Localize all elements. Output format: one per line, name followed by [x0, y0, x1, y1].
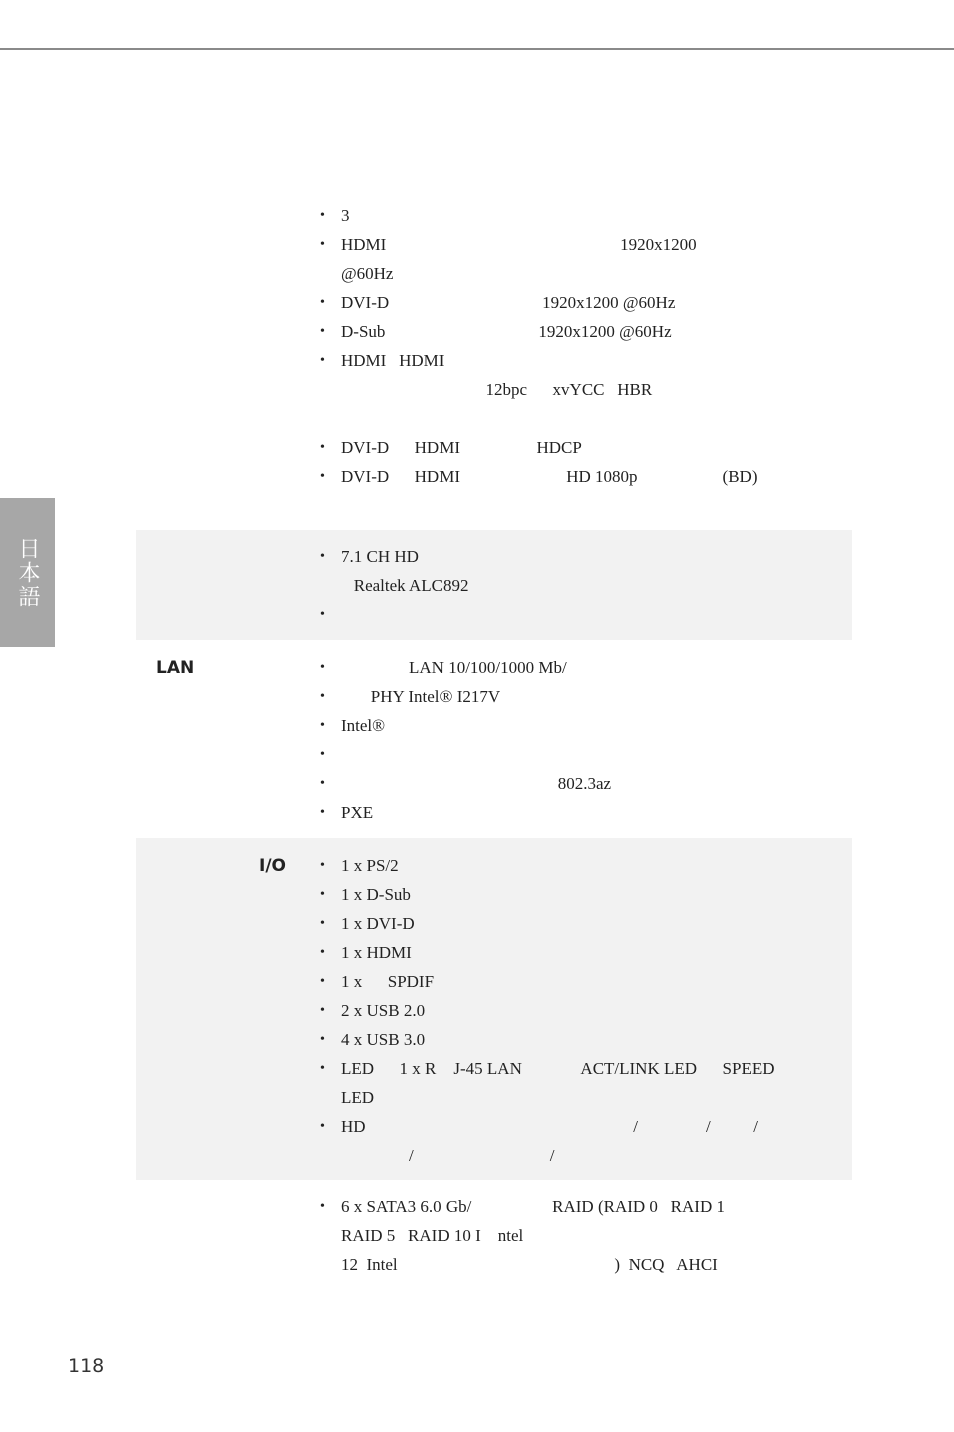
list-item — [320, 711, 831, 740]
storage-list — [320, 1192, 831, 1279]
list-item — [320, 682, 831, 711]
list-item-line: DVI-D 1920x1200 @60Hz — [341, 293, 676, 312]
list-item-line: @60Hz — [341, 264, 394, 283]
list-item-line: 1 x HDMI — [341, 943, 412, 962]
list-item-line — [341, 740, 831, 769]
list-item — [320, 880, 831, 909]
list-item-line: D-Sub 1920x1200 @60Hz — [341, 322, 672, 341]
list-item — [320, 201, 831, 230]
bullet-mark: • — [320, 887, 325, 902]
list-item — [320, 462, 831, 491]
bullet-mark: • — [320, 747, 325, 762]
bullet-mark: • — [320, 945, 325, 960]
section-storage — [136, 1180, 852, 1290]
bullet-mark: • — [320, 1199, 325, 1214]
bullet-mark: • — [320, 324, 325, 339]
header-rule — [0, 48, 954, 50]
audio-list — [320, 542, 831, 629]
list-item-line: PXE — [341, 803, 374, 822]
section-audio — [136, 530, 852, 640]
list-item-line: 1 x PS/2 — [341, 856, 399, 875]
list-item-line: LED 1 x R J-45 LAN ACT/LINK LED SPEED — [341, 1059, 775, 1078]
list-item-line — [341, 404, 831, 433]
list-item-line: 7.1 CH HD — [341, 547, 419, 566]
list-item — [320, 851, 831, 880]
language-tab — [0, 498, 55, 647]
bullet-mark: • — [320, 718, 325, 733]
list-item — [320, 909, 831, 938]
bullet-mark: • — [320, 353, 325, 368]
bullet-mark: • — [320, 295, 325, 310]
list-item-line: 4 x USB 3.0 — [341, 1030, 426, 1049]
list-item-line: 2 x USB 2.0 — [341, 1001, 426, 1020]
bullet-mark: • — [320, 1032, 325, 1047]
list-item — [320, 1112, 831, 1170]
list-item — [320, 798, 831, 827]
list-item-line: 3 — [341, 206, 350, 225]
section-lan-label: LAN — [156, 658, 195, 678]
section-graphics-label — [156, 202, 162, 222]
graphics-list — [320, 201, 831, 491]
bullet-mark: • — [320, 208, 325, 223]
section-storage-label — [156, 1194, 162, 1214]
bullet-mark: • — [320, 689, 325, 704]
language-tab-label: 日本語 — [15, 536, 40, 609]
list-item-line: HDMI 1920x1200 — [341, 235, 697, 254]
list-item-line: Realtek ALC892 — [341, 576, 469, 595]
bullet-mark: • — [320, 858, 325, 873]
section-lan — [136, 640, 852, 838]
list-item-line: PHY Intel® I217V — [341, 687, 501, 706]
list-item — [320, 1192, 831, 1279]
list-item-line: Intel® — [341, 716, 386, 735]
lan-list — [320, 653, 831, 827]
bullet-mark: • — [320, 237, 325, 252]
bullet-mark: • — [320, 660, 325, 675]
list-item — [320, 230, 831, 288]
bullet-mark: • — [320, 1061, 325, 1076]
list-item-line: LED — [341, 1088, 375, 1107]
list-item-line: 12bpc xvYCC HBR — [341, 380, 653, 399]
bullet-mark: • — [320, 974, 325, 989]
list-item-line: DVI-D HDMI HDCP — [341, 438, 582, 457]
section-graphics — [136, 200, 852, 528]
bullet-mark: • — [320, 549, 325, 564]
list-item — [320, 740, 831, 769]
list-item — [320, 996, 831, 1025]
section-rear-io — [136, 838, 852, 1180]
section-rear-io-label: I/O — [259, 856, 286, 876]
bullet-mark: • — [320, 916, 325, 931]
list-item — [320, 317, 831, 346]
section-audio-label — [156, 544, 162, 564]
list-item-line: HD / / / — [341, 1117, 758, 1136]
bullet-mark: • — [320, 607, 325, 622]
list-item-line: RAID 5 RAID 10 I ntel — [341, 1226, 524, 1245]
bullet-mark: • — [320, 469, 325, 484]
list-item-line: LAN 10/100/1000 Mb/ — [341, 658, 567, 677]
list-item — [320, 346, 831, 433]
list-item-line: 802.3az — [341, 774, 612, 793]
list-item-line: / / — [341, 1146, 555, 1165]
list-item — [320, 769, 831, 798]
bullet-mark: • — [320, 805, 325, 820]
bullet-mark: • — [320, 1119, 325, 1134]
bullet-mark: • — [320, 776, 325, 791]
list-item — [320, 1025, 831, 1054]
list-item-line — [341, 600, 831, 629]
page-number: 118 — [68, 1355, 105, 1377]
list-item-line: DVI-D HDMI HD 1080p (BD) — [341, 467, 758, 486]
list-item-line: 6 x SATA3 6.0 Gb/ RAID (RAID 0 RAID 1 — [341, 1197, 725, 1216]
list-item-line: 1 x D-Sub — [341, 885, 411, 904]
list-item — [320, 653, 831, 682]
list-item-line: 12 Intel ) NCQ AHCI — [341, 1255, 718, 1274]
list-item-line: 1 x DVI-D — [341, 914, 415, 933]
list-item-line: HDMI HDMI — [341, 351, 445, 370]
bullet-mark: • — [320, 440, 325, 455]
rear-io-list — [320, 851, 831, 1170]
list-item — [320, 938, 831, 967]
list-item-line: 1 x SPDIF — [341, 972, 435, 991]
bullet-mark: • — [320, 1003, 325, 1018]
list-item — [320, 542, 831, 600]
list-item — [320, 1054, 831, 1112]
list-item — [320, 600, 831, 629]
list-item — [320, 288, 831, 317]
list-item — [320, 433, 831, 462]
list-item — [320, 967, 831, 996]
